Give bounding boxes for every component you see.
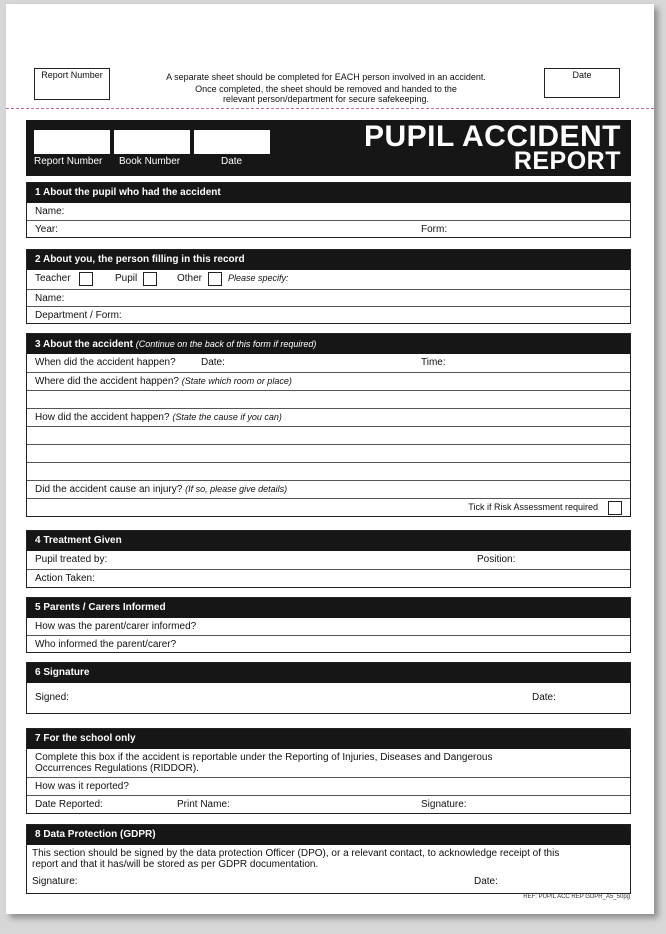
top-report-number-label: Report Number bbox=[41, 70, 103, 80]
top-note-line3: relevant person/department for secure safekeeping. bbox=[222, 94, 430, 104]
section-1-title: 1 About the pupil who had the accident bbox=[27, 183, 630, 203]
gdpr-row[interactable] bbox=[27, 845, 630, 893]
reporter-dept-row[interactable] bbox=[27, 306, 630, 323]
form-header bbox=[26, 120, 631, 176]
top-date-box[interactable] bbox=[544, 68, 620, 98]
section-8-title: 8 Data Protection (GDPR) bbox=[27, 825, 630, 845]
reporter-role-row bbox=[27, 270, 630, 289]
please-specify-label bbox=[228, 273, 289, 284]
how-reported-row[interactable] bbox=[27, 777, 630, 795]
accident-where-row[interactable] bbox=[27, 372, 630, 390]
treated-by-label: Pupil treated by: bbox=[35, 554, 108, 565]
school-signature-label: Signature: bbox=[421, 799, 467, 810]
section-treatment bbox=[26, 530, 631, 588]
riddor-line2: Occurrences Regulations (RIDDOR). bbox=[35, 763, 199, 774]
other-checkbox[interactable] bbox=[208, 272, 222, 286]
how-reported-label: How was it reported? bbox=[35, 781, 129, 792]
signature-row[interactable] bbox=[27, 683, 630, 713]
section-accident bbox=[26, 333, 631, 517]
risk-assessment-checkbox[interactable] bbox=[608, 501, 622, 515]
section-signature bbox=[26, 662, 631, 714]
position-label: Position: bbox=[477, 554, 516, 565]
accident-injury-text: Did the accident cause an injury? bbox=[35, 484, 183, 495]
accident-when-label: When did the accident happen? bbox=[35, 357, 176, 368]
date-reported-label: Date Reported: bbox=[35, 799, 103, 810]
form-title-line2: REPORT bbox=[513, 147, 621, 175]
date-reported-row[interactable] bbox=[27, 795, 630, 813]
parent-how-row[interactable] bbox=[27, 618, 630, 635]
section-6-title: 6 Signature bbox=[27, 663, 630, 683]
section-pupil bbox=[26, 182, 631, 238]
top-note-line2: Once completed, the sheet should be removed and handed to the bbox=[195, 84, 457, 94]
form-title-line1: PUPIL ACCIDENT bbox=[363, 120, 621, 153]
accident-how-text: How did the accident happen? bbox=[35, 412, 170, 423]
top-instructions bbox=[136, 72, 516, 104]
parent-who-label: Who informed the parent/carer? bbox=[35, 639, 177, 650]
pupil-form-label: Form: bbox=[421, 224, 448, 235]
risk-assessment-label: Tick if Risk Assessment required bbox=[468, 502, 598, 512]
reporter-name-row[interactable] bbox=[27, 289, 630, 306]
accident-time-label: Time: bbox=[421, 357, 446, 368]
section-reporter bbox=[26, 249, 631, 324]
gdpr-line1: This section should be signed by the data protection Officer (DPO), or a relevant contact, to acknowledge receipt of this bbox=[32, 848, 560, 859]
pupil-year-label: Year: bbox=[35, 224, 58, 235]
accident-injury-row[interactable] bbox=[27, 480, 630, 498]
accident-when-row[interactable] bbox=[27, 354, 630, 372]
top-report-number-box[interactable] bbox=[34, 68, 110, 100]
accident-injury-label bbox=[35, 484, 287, 495]
top-date-label: Date bbox=[572, 70, 592, 80]
header-date-field[interactable] bbox=[194, 130, 270, 154]
other-label: Other bbox=[177, 273, 203, 284]
riddor-line1: Complete this box if the accident is reportable under the Reporting of Injuries, Diseases and Dangerous bbox=[35, 752, 493, 763]
accident-report-sheet bbox=[6, 4, 654, 914]
accident-how-line-3[interactable] bbox=[27, 462, 630, 480]
section-5-title: 5 Parents / Carers Informed bbox=[27, 598, 630, 618]
teacher-label: Teacher bbox=[35, 273, 71, 284]
section-3-title-text: 3 About the accident bbox=[35, 339, 133, 350]
report-number-label: Report Number bbox=[34, 156, 103, 167]
gdpr-line2: report and that it has/will be stored as per GDPR documentation. bbox=[32, 859, 319, 870]
teacher-checkbox[interactable] bbox=[79, 272, 93, 286]
section-7-title: 7 For the school only bbox=[27, 729, 630, 749]
please-specify-text: Please specify: bbox=[228, 273, 289, 283]
pupil-name-row[interactable] bbox=[27, 203, 630, 220]
accident-where-line[interactable] bbox=[27, 390, 630, 408]
pupil-label: Pupil bbox=[115, 273, 138, 284]
treated-by-row[interactable] bbox=[27, 551, 630, 569]
accident-date-label: Date: bbox=[201, 357, 225, 368]
riddor-row bbox=[27, 749, 630, 777]
gdpr-date-label: Date: bbox=[474, 876, 498, 887]
header-date-label: Date bbox=[221, 156, 243, 167]
reporter-dept-label: Department / Form: bbox=[35, 310, 122, 321]
perforation-line bbox=[6, 108, 654, 109]
riddor-text bbox=[35, 752, 492, 774]
section-4-title: 4 Treatment Given bbox=[27, 531, 630, 551]
signed-label: Signed: bbox=[35, 692, 69, 703]
pupil-name-label: Name: bbox=[35, 206, 65, 217]
book-number-label: Book Number bbox=[119, 156, 181, 167]
report-number-field[interactable] bbox=[34, 130, 110, 154]
action-taken-row[interactable] bbox=[27, 569, 630, 587]
accident-where-note: (State which room or place) bbox=[181, 376, 292, 386]
section-3-title bbox=[27, 334, 630, 354]
accident-how-note: (State the cause if you can) bbox=[172, 412, 282, 422]
print-name-label: Print Name: bbox=[177, 799, 230, 810]
accident-how-line-1[interactable] bbox=[27, 426, 630, 444]
accident-how-row[interactable] bbox=[27, 408, 630, 426]
accident-how-label bbox=[35, 412, 282, 423]
top-note-line1: A separate sheet should be completed for EACH person involved in an accident. bbox=[166, 72, 486, 82]
pupil-checkbox[interactable] bbox=[143, 272, 157, 286]
parent-how-label: How was the parent/carer informed? bbox=[35, 621, 197, 632]
reporter-name-label: Name: bbox=[35, 293, 65, 304]
action-taken-label: Action Taken: bbox=[35, 573, 95, 584]
gdpr-text bbox=[32, 848, 559, 870]
risk-assessment-row bbox=[27, 498, 630, 516]
section-parents bbox=[26, 597, 631, 653]
accident-injury-note: (If so, please give details) bbox=[185, 484, 288, 494]
form-reference: REF: PUPIL ACC REP GDPR_A5_50pg bbox=[523, 894, 630, 900]
accident-where-label bbox=[35, 376, 292, 387]
section-3-title-note: (Continue on the back of this form if required) bbox=[135, 339, 317, 349]
parent-who-row[interactable] bbox=[27, 635, 630, 652]
section-school-only bbox=[26, 728, 631, 814]
accident-where-text: Where did the accident happen? bbox=[35, 376, 179, 387]
signature-date-label: Date: bbox=[532, 692, 556, 703]
accident-how-line-2[interactable] bbox=[27, 444, 630, 462]
section-gdpr bbox=[26, 824, 631, 894]
pupil-year-form-row[interactable] bbox=[27, 220, 630, 237]
book-number-field[interactable] bbox=[114, 130, 190, 154]
gdpr-signature-label: Signature: bbox=[32, 876, 78, 887]
section-2-title: 2 About you, the person filling in this record bbox=[27, 250, 630, 270]
